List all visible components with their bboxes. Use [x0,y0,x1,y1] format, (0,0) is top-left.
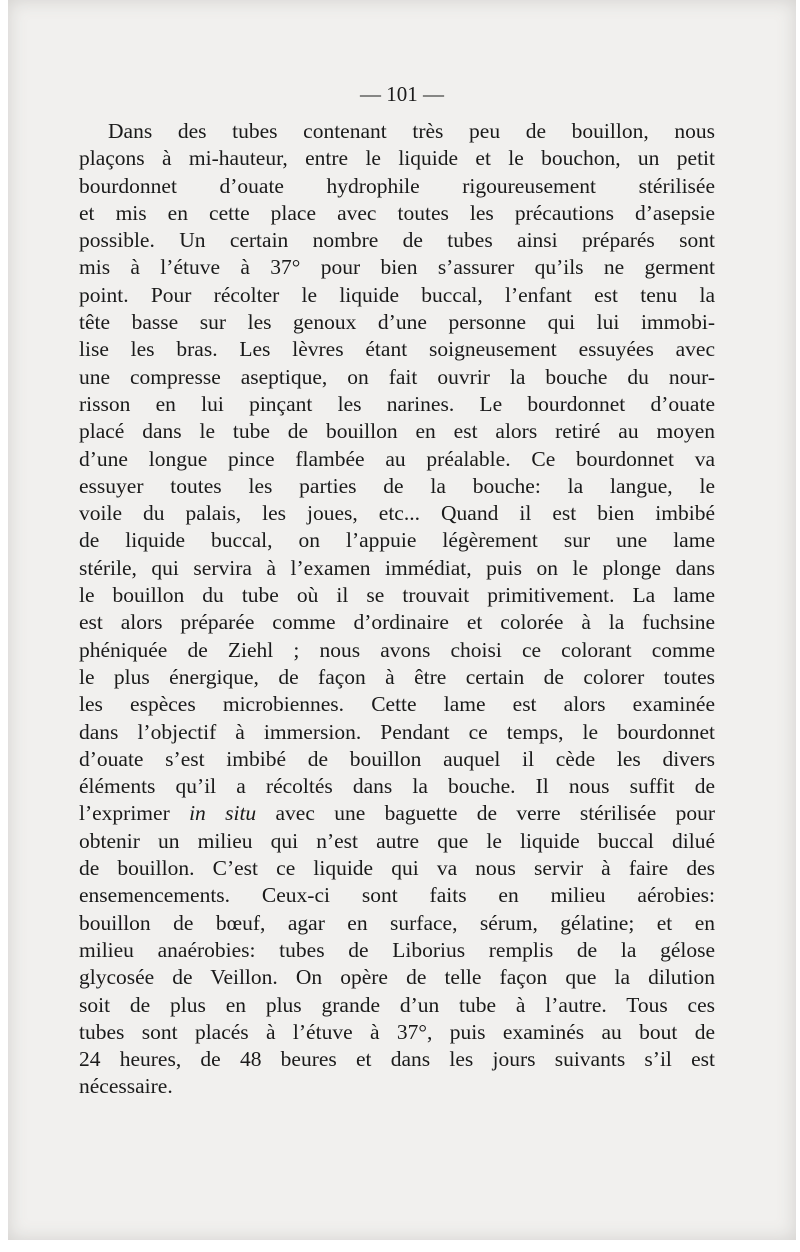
text-line: bouillon de bœuf, agar en surface, sérum, gélatine; et en [79,910,715,935]
body-paragraph [79,118,715,1101]
text-line: dans l’objectif à immersion. Pendant ce temps, le bourdonnet [79,719,715,744]
text-line: stérile, qui servira à l’examen immédiat, puis on le plonge dans [79,555,715,580]
text-line: éléments qu’il a récoltés dans la bouche. Il nous suffit de [79,774,715,799]
book-page [8,0,796,1240]
text-line: lise les bras. Les lèvres étant soigneusement essuyées avec [79,337,715,362]
text-line: point. Pour récolter le liquide buccal, l’enfant est tenu la [79,282,715,307]
text-line: bourdonnet d’ouate hydrophile rigoureusement stérilisée [79,173,715,198]
text-line: voile du palais, les joues, etc... Quand il est bien imbibé [79,501,715,526]
text-line: placé dans le tube de bouillon en est alors retiré au moyen [79,419,715,444]
text-line: risson en lui pinçant les narines. Le bourdonnet d’ouate [79,391,715,416]
text-line: tête basse sur les genoux d’une personne qui lui immobi- [79,310,715,335]
text-line: 24 heures, de 48 beures et dans les jours suivants s’il est [79,1047,715,1072]
text-line: le plus énergique, de façon à être certain de colorer toutes [79,664,715,689]
text-line: plaçons à mi-hauteur, entre le liquide et le bouchon, un petit [79,146,715,171]
text-line: est alors préparée comme d’ordinaire et colorée à la fuchsine [79,610,715,635]
text-segment: l’exprimer [79,801,190,826]
text-line: soit de plus en plus grande d’un tube à l’autre. Tous ces [79,992,715,1017]
page-number: — 101 — [360,82,444,106]
text-line: les espèces microbiennes. Cette lame est alors examinée [79,692,715,717]
text-line: Dans des tubes contenant très peu de bouillon, nous [108,119,715,143]
text-line: de liquide buccal, on l’appuie légèrement sur une lame [79,528,715,553]
italic-term: in situ [189,801,257,826]
text-line: glycosée de Veillon. On opère de telle façon que la dilution [79,965,715,990]
text-line: d’ouate s’est imbibé de bouillon auquel il cède les divers [79,746,715,771]
text-segment: avec une baguette de verre stérilisée pour [256,801,715,826]
text-line: phéniquée de Ziehl ; nous avons choisi ce colorant comme [79,637,715,662]
text-line: mis à l’étuve à 37° pour bien s’assurer qu’ils ne germent [79,255,715,280]
text-line: une compresse aseptique, on fait ouvrir la bouche du nour- [79,364,715,389]
text-line: d’une longue pince flambée au préalable. Ce bourdonnet va [79,446,715,471]
text-line: tubes sont placés à l’étuve à 37°, puis examinés au bout de [79,1019,715,1044]
text-line: ensemencements. Ceux-ci sont faits en milieu aérobies: [79,883,715,908]
text-line: obtenir un milieu qui n’est autre que le liquide buccal dilué [79,828,715,853]
text-line: possible. Un certain nombre de tubes ainsi préparés sont [79,228,715,253]
text-line: nécessaire. [79,1074,173,1099]
text-line: de bouillon. C’est ce liquide qui va nous servir à faire des [79,856,715,881]
text-line-with-italic [79,800,715,827]
text-line: et mis en cette place avec toutes les précautions d’asepsie [79,200,715,225]
text-line: milieu anaérobies: tubes de Liborius remplis de la gélose [79,937,715,962]
text-line: le bouillon du tube où il se trouvait primitivement. La lame [79,583,715,608]
text-line: essuyer toutes les parties de la bouche: la langue, le [79,473,715,498]
